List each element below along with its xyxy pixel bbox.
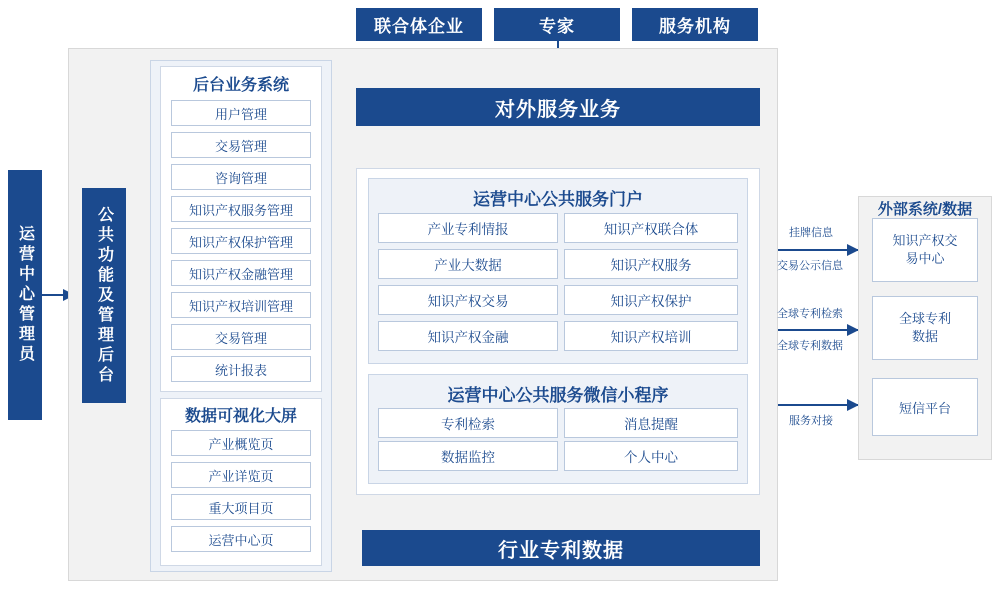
operations-admin[interactable]: 运营中心管理员: [8, 170, 42, 420]
external-conn-1-bottom: 全球专利数据: [777, 340, 843, 352]
backend-system-title: 后台业务系统: [192, 76, 289, 94]
data-visual-item-2[interactable]: 重大项目页: [171, 494, 311, 520]
industry-patent-data[interactable]: 行业专利数据: [362, 530, 760, 566]
external-service-bar[interactable]: 对外服务业务: [356, 88, 760, 126]
backend-item-8[interactable]: 统计报表: [171, 356, 311, 382]
external-title: 外部系统/数据: [877, 200, 973, 218]
external-item-0-label: 知识产权交易中心: [892, 232, 958, 266]
top-actor-2[interactable]: 服务机构: [632, 8, 758, 41]
backend-item-4[interactable]: 知识产权保护管理: [171, 228, 311, 254]
portal-title: 运营中心公共服务门户: [473, 189, 643, 209]
miniprogram-item-1[interactable]: 消息提醒: [564, 408, 738, 438]
miniprogram-item-0[interactable]: 专利检索: [378, 408, 558, 438]
common-backend[interactable]: 公共功能及管理后台: [82, 188, 126, 403]
external-item-2[interactable]: [872, 378, 978, 436]
miniprogram-item-2[interactable]: 数据监控: [378, 441, 558, 471]
portal-item-2[interactable]: 产业大数据: [378, 249, 558, 279]
backend-item-7[interactable]: 交易管理: [171, 324, 311, 350]
backend-item-1[interactable]: 交易管理: [171, 132, 311, 158]
backend-item-0[interactable]: 用户管理: [171, 100, 311, 126]
external-item-1-label: 全球专利数据: [898, 310, 951, 344]
backend-item-5[interactable]: 知识产权金融管理: [171, 260, 311, 286]
external-conn-0-bottom: 交易公示信息: [777, 260, 843, 272]
portal-item-5[interactable]: 知识产权保护: [564, 285, 738, 315]
backend-item-3[interactable]: 知识产权服务管理: [171, 196, 311, 222]
data-visual-item-1[interactable]: 产业详览页: [171, 462, 311, 488]
external-title-wrap: [858, 196, 992, 220]
external-conn-1-top: 全球专利检索: [777, 308, 843, 320]
portal-item-1[interactable]: 知识产权联合体: [564, 213, 738, 243]
backend-item-2[interactable]: 咨询管理: [171, 164, 311, 190]
portal-item-6[interactable]: 知识产权金融: [378, 321, 558, 351]
external-conn-2-top: 服务对接: [789, 415, 833, 427]
data-visual-title: 数据可视化大屏: [184, 407, 297, 425]
external-item-0[interactable]: [872, 218, 978, 282]
miniprogram-item-3[interactable]: 个人中心: [564, 441, 738, 471]
data-visual-item-3[interactable]: 运营中心页: [171, 526, 311, 552]
portal-item-3[interactable]: 知识产权服务: [564, 249, 738, 279]
external-item-2-label: 短信平台: [898, 400, 951, 416]
portal-item-0[interactable]: 产业专利情报: [378, 213, 558, 243]
portal-item-7[interactable]: 知识产权培训: [564, 321, 738, 351]
miniprogram-title: 运营中心公共服务微信小程序: [447, 385, 669, 405]
external-item-1[interactable]: [872, 296, 978, 360]
external-conn-0-top: 挂牌信息: [789, 227, 833, 239]
top-actor-0[interactable]: 联合体企业: [356, 8, 482, 41]
portal-item-4[interactable]: 知识产权交易: [378, 285, 558, 315]
backend-item-6[interactable]: 知识产权培训管理: [171, 292, 311, 318]
top-actor-1[interactable]: 专家: [494, 8, 620, 41]
data-visual-item-0[interactable]: 产业概览页: [171, 430, 311, 456]
